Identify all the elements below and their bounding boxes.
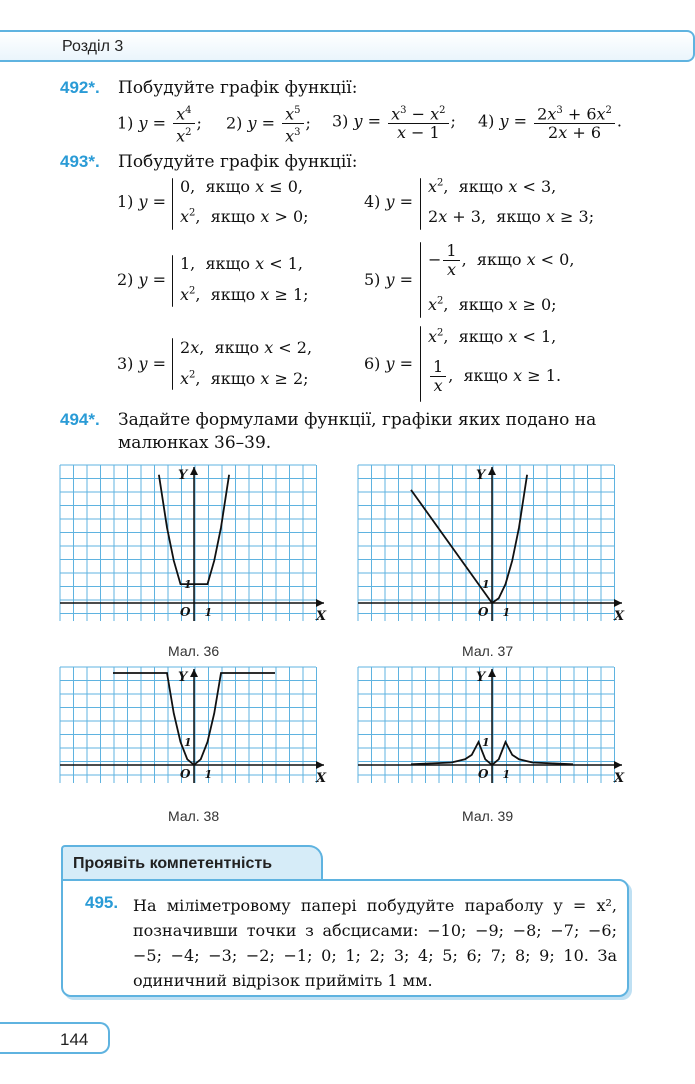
task-text-494-line2: малюнках 36–39.: [118, 433, 272, 453]
y-axis-label: Y: [178, 670, 188, 685]
brace: [420, 242, 421, 318]
x-axis-arrow: [614, 599, 622, 607]
origin-label: O: [478, 605, 489, 619]
chart-mal-37: [356, 463, 628, 623]
competence-tab-label: Проявіть компетентність: [73, 855, 273, 872]
brace: [420, 326, 421, 402]
y-axis-label: Y: [476, 468, 486, 483]
formula-493-6-label: 6) y =: [364, 354, 414, 373]
formula-493-5-label: 5) y =: [364, 270, 414, 289]
case-493-5-a: − $\frac{1}{x}$ , якщо x < 0,: [428, 241, 575, 279]
grid: [60, 465, 317, 621]
unit-y-label: 1: [482, 578, 490, 592]
task-number-492: 492*.: [60, 78, 100, 97]
caption-mal-39: Мал. 39: [462, 808, 514, 824]
case-493-6-a: $x^2$, якщо x < 1,: [428, 327, 557, 346]
page-number-box: [0, 1022, 110, 1054]
case-493-3-a: 2x, якщо x < 2,: [180, 338, 313, 357]
case-493-2-a: 1, якщо x < 1,: [180, 254, 304, 273]
formula-492-2: 2) y = $\frac{x^5}{x^3}$ ;: [226, 102, 311, 146]
formula-493-4-label: 4) y =: [364, 192, 414, 211]
item-label: 5): [364, 270, 381, 289]
origin-label: O: [180, 767, 191, 781]
page-number: 144: [60, 1030, 89, 1049]
chart-mal-36: [58, 463, 330, 623]
unit-x-label: 1: [502, 606, 511, 619]
task-number-493: 493*.: [60, 152, 100, 171]
formula-492-4: 4) y = $\frac{2x^3 + 6x^2}{2x + 6}$ .: [478, 102, 622, 142]
section-title: Розділ 3: [62, 38, 124, 55]
x-axis-label: X: [316, 771, 327, 785]
caption-mal-36: Мал. 36: [168, 643, 220, 659]
x-axis-arrow: [614, 761, 622, 769]
y-axis-arrow: [190, 669, 198, 677]
competence-box: [61, 879, 629, 997]
x-axis-arrow: [316, 599, 324, 607]
x-axis-label: X: [316, 609, 327, 623]
task-number-494: 494*.: [60, 410, 100, 429]
brace: [172, 178, 173, 230]
item-label: 1): [117, 192, 134, 211]
x-axis-label: X: [614, 771, 625, 785]
origin-label: O: [180, 605, 191, 619]
item-label: 2): [117, 270, 134, 289]
task-text-495: На міліметровому папері побудуйте параболу y = x², позначивши точки з абсцисами: −10; −9; −8; −7; −6; −5; −4; −3; −2; −1; 0; 1; 2; 3; 4; 5; 6; 7; 8; 9; 10. За одиничний відрізок прийміть 1 мм.: [133, 896, 617, 990]
x-axis-arrow: [316, 761, 324, 769]
unit-y-label: 1: [184, 736, 192, 749]
unit-y-label: 1: [184, 578, 192, 592]
case-493-6-b: $\frac{1}{x}$ , якщо x ≥ 1.: [428, 358, 561, 395]
origin-label: O: [478, 767, 489, 781]
chart-mal-39: [356, 665, 628, 785]
task-text-492: Побудуйте графік функції:: [118, 78, 358, 98]
case-493-1-a: 0, якщо x ≤ 0,: [180, 177, 304, 196]
y-axis-label: Y: [178, 468, 188, 483]
caption-mal-37: Мал. 37: [462, 643, 514, 659]
series-line: [411, 475, 527, 603]
item-label: 3): [332, 111, 349, 131]
y-axis-arrow: [488, 467, 496, 475]
y-axis-arrow: [190, 467, 198, 475]
formula-492-3: 3) y = $\frac{x^3 - x^2}{x - 1}$ ;: [332, 102, 456, 142]
case-493-3-b: $x^2$, якщо x ≥ 2;: [180, 369, 309, 388]
formula-493-1-label: 1) y =: [117, 192, 167, 211]
unit-y-label: 1: [482, 736, 490, 749]
item-label: 2): [226, 113, 243, 133]
task-text-493: Побудуйте графік функції:: [118, 152, 358, 172]
unit-x-label: 1: [204, 768, 213, 781]
y-axis-label: Y: [476, 670, 486, 685]
formula-493-2-label: 2) y =: [117, 270, 167, 289]
item-label: 4): [364, 192, 381, 211]
competence-tab: [61, 845, 323, 881]
case-493-2-b: $x^2$, якщо x ≥ 1;: [180, 285, 309, 304]
x-axis-label: X: [614, 609, 625, 623]
brace: [172, 338, 173, 390]
case-493-4-a: $x^2$, якщо x < 3,: [428, 177, 557, 196]
caption-mal-38: Мал. 38: [168, 808, 220, 824]
unit-x-label: 1: [204, 606, 213, 619]
unit-x-label: 1: [502, 768, 511, 781]
brace: [420, 178, 421, 230]
chart-mal-38: [58, 665, 330, 785]
case-493-4-b: 2x + 3, якщо x ≥ 3;: [428, 207, 595, 226]
item-label: 3): [117, 354, 134, 373]
item-label: 1): [117, 113, 134, 133]
brace: [172, 255, 173, 307]
task-text-494-line1: Задайте формулами функції, графіки яких подано на: [118, 410, 597, 430]
formula-493-3-label: 3) y =: [117, 354, 167, 373]
formula-492-1: 1) y = $\frac{x^4}{x^2}$ ;: [117, 102, 202, 146]
item-label: 6): [364, 354, 381, 373]
grid: [358, 465, 615, 621]
item-label: 4): [478, 111, 495, 131]
task-number-495: 495.: [85, 893, 119, 912]
section-header: [0, 30, 695, 62]
y-axis-arrow: [488, 669, 496, 677]
case-493-1-b: $x^2$, якщо x > 0;: [180, 207, 309, 226]
case-493-5-b: $x^2$, якщо x ≥ 0;: [428, 295, 557, 314]
